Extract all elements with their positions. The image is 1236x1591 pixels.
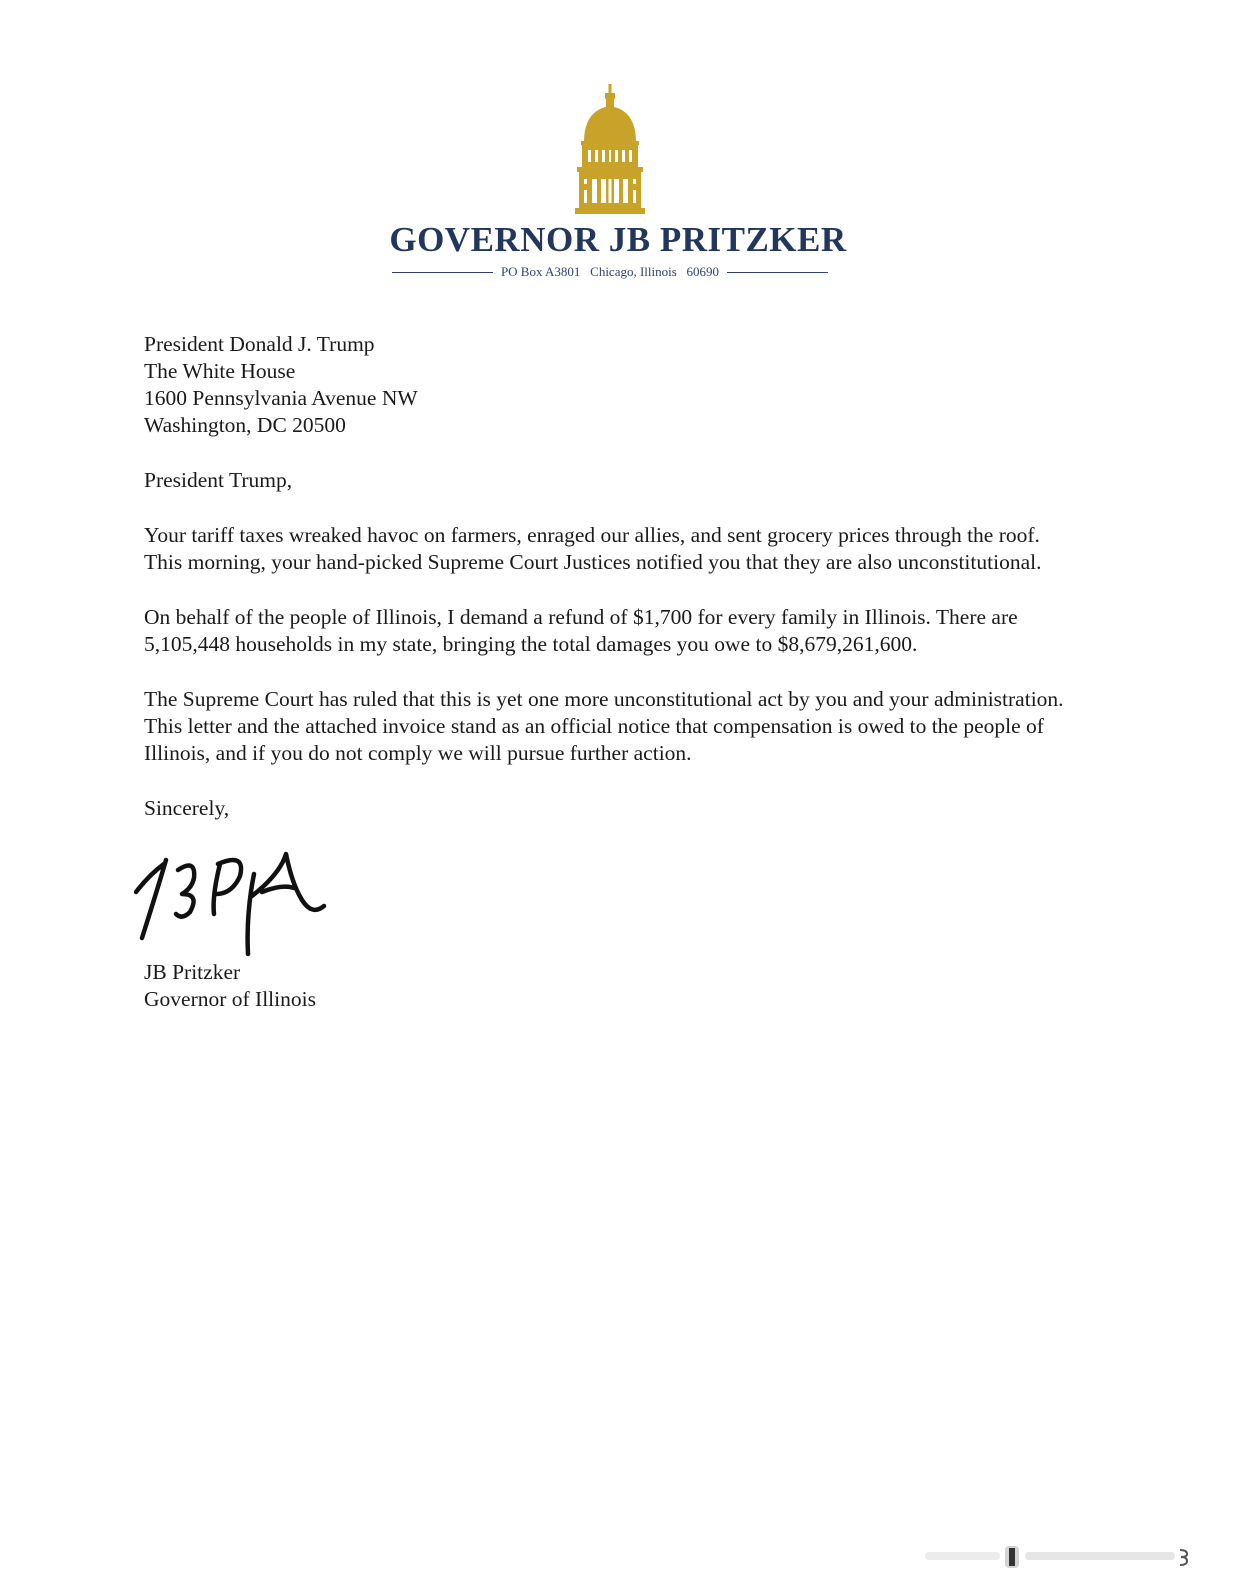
- letter-body: [144, 331, 1079, 1013]
- letterhead-title: GOVERNOR JB PRITZKER: [389, 220, 847, 259]
- paragraph-official-notice: The Supreme Court has ruled that this is yet one more unconstitutional act by you and your administration. This letter and the attached invoice stand as an official notice that compensation is owed to the people of Illinois, and if you do not comply we will pursue further action.: [144, 687, 1064, 765]
- closing: Sincerely,: [144, 796, 230, 820]
- letterhead-address: PO Box A3801 Chicago, Illinois 60690: [500, 264, 720, 279]
- right-rule-divider: [727, 272, 828, 273]
- signer-title: Governor of Illinois: [144, 987, 316, 1011]
- signer-name: JB Pritzker: [144, 960, 241, 984]
- letterhead-address-rule: [392, 263, 828, 281]
- capitol-dome-icon: [570, 84, 650, 214]
- left-rule-divider: [392, 272, 493, 273]
- paragraph-tariffs: Your tariff taxes wreaked havoc on farmers, enraged our allies, and sent grocery prices through the roof. This morning, your hand-picked Supreme Court Justices notified you that they are also unconstitutional.: [144, 523, 1042, 574]
- recipient-address-block: [144, 331, 1079, 439]
- recipient-organization: The White House: [144, 359, 296, 383]
- paragraph-refund-demand: On behalf of the people of Illinois, I demand a refund of $1,700 for every family in Illinois. There are 5,105,448 households in my state, bringing the total damages you owe to $8,679,261,600.: [144, 605, 1018, 656]
- letterhead: [0, 0, 1236, 300]
- signer-block: [144, 959, 1079, 1013]
- salutation: President Trump,: [144, 468, 293, 492]
- handwritten-signature: [134, 834, 334, 959]
- recipient-street: 1600 Pennsylvania Avenue NW: [144, 386, 418, 410]
- watermark-logo: [925, 1540, 1197, 1574]
- recipient-name: President Donald J. Trump: [144, 332, 375, 356]
- recipient-city: Washington, DC 20500: [144, 413, 346, 437]
